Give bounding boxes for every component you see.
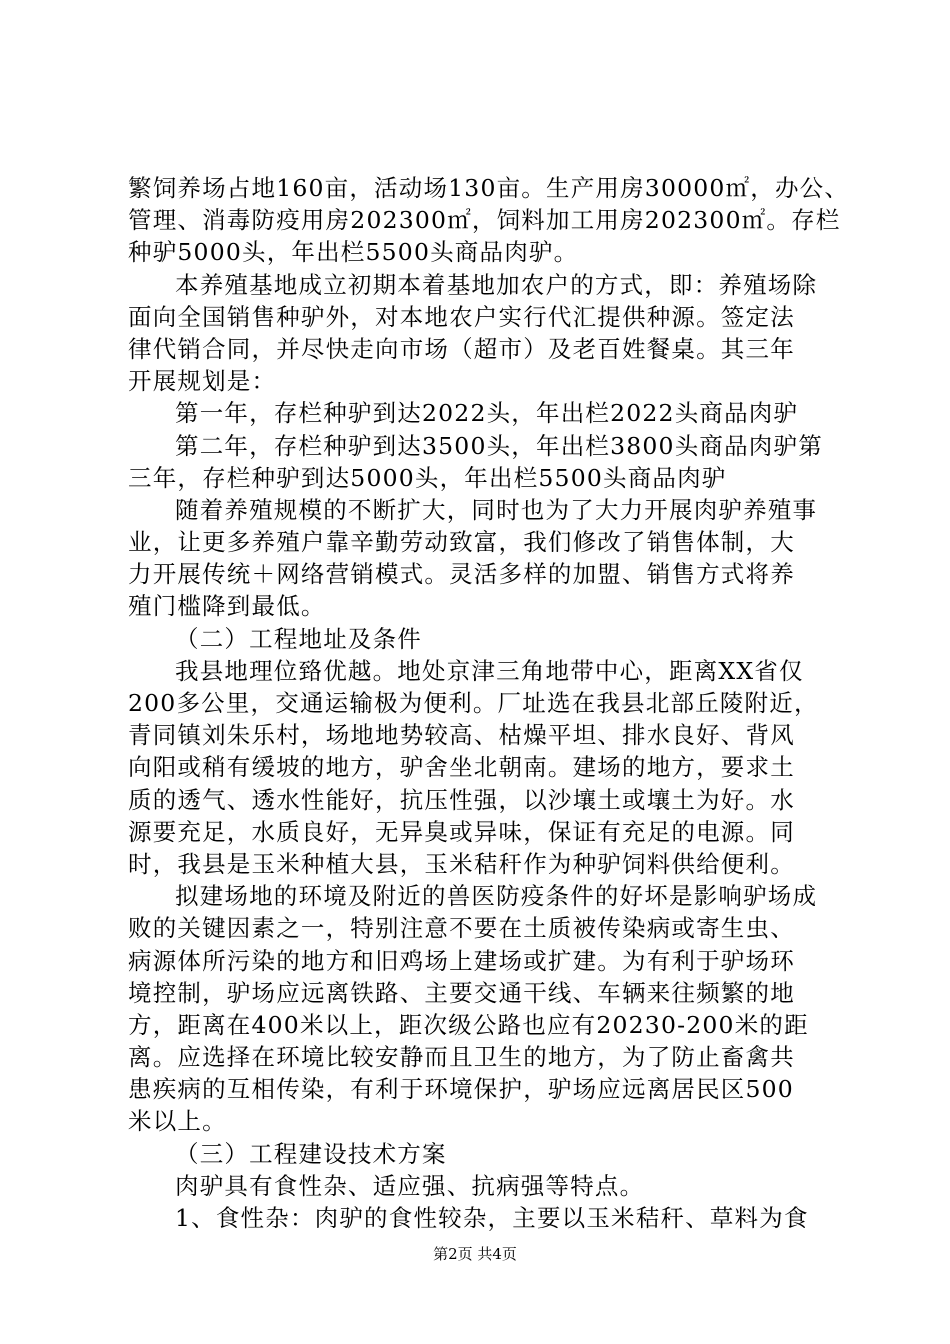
- paragraph-start-line: 我县地理位臵优越。地处京津三角地带中心，距离XX省仅: [175, 656, 804, 685]
- text-line: 离。应选择在环境比较安静而且卫生的地方，为了防止畜禽共: [128, 1043, 795, 1072]
- text-line: 200多公里，交通运输极为便利。厂址选在我县北部丘陵附近，: [128, 689, 819, 717]
- text-line: 种驴5000头，年出栏5500头商品肉驴。: [128, 238, 579, 267]
- plan-year-two-line: 第二年，存栏种驴到达3500头，年出栏3800头商品肉驴第: [175, 431, 823, 460]
- text-line: 开展规划是：: [128, 367, 277, 396]
- plan-year-one-line: 第一年，存栏种驴到达2022头，年出栏2022头商品肉驴: [175, 399, 799, 428]
- list-item-line: 1、食性杂：肉驴的食性较杂，主要以玉米秸秆、草料为食: [175, 1204, 809, 1232]
- text-line: 面向全国销售种驴外，对本地农户实行代汇提供种源。签定法: [128, 302, 795, 331]
- text-line: 管理、消毒防疫用房202300㎡，饲料加工用房202300㎡。存栏: [128, 206, 841, 235]
- text-line: 质的透气、透水性能好，抗压性强，以沙壤土或壤土为好。水: [128, 785, 795, 814]
- section-heading-3: （三）工程建设技术方案: [175, 1139, 447, 1168]
- text-line: 业，让更多养殖户靠辛勤劳动致富，我们修改了销售体制，大: [128, 528, 795, 557]
- text-line: 方，距离在400米以上，距次级公路也应有20230-200米的距: [128, 1010, 809, 1039]
- paragraph-start-line: 拟建场地的环境及附近的兽医防疫条件的好坏是影响驴场成: [175, 882, 818, 911]
- paragraph-start-line: 随着养殖规模的不断扩大，同时也为了大力开展肉驴养殖事: [175, 495, 818, 524]
- text-line: 律代销合同，并尽快走向市场（超市）及老百姓餐桌。其三年: [128, 334, 795, 363]
- text-line: 境控制，驴场应远离铁路、主要交通干线、车辆来往频繁的地: [128, 978, 795, 1007]
- text-line: 青同镇刘朱乐村，场地地势较高、枯燥平坦、排水良好、背风: [128, 721, 795, 750]
- section-heading-2: （二）工程地址及条件: [175, 624, 422, 653]
- page-number-footer: 第2页 共4页: [433, 1245, 517, 1263]
- text-line: 米以上。: [128, 1107, 227, 1136]
- text-line: 败的关键因素之一，特别注意不要在土质被传染病或寄生虫、: [128, 914, 795, 943]
- text-line: 殖门槛降到最低。: [128, 592, 326, 621]
- paragraph-start-line: 肉驴具有食性杂、适应强、抗病强等特点。: [175, 1171, 645, 1200]
- text-line: 三年，存栏种驴到达5000头，年出栏5500头商品肉驴: [128, 463, 727, 492]
- text-line: 病源体所污染的地方和旧鸡场上建场或扩建。为有利于驴场环: [128, 946, 795, 975]
- text-line: 患疾病的互相传染，有利于环境保护，驴场应远离居民区500: [128, 1075, 794, 1104]
- document-body: [128, 172, 850, 1234]
- text-line: 力开展传统＋网络营销模式。灵活多样的加盟、销售方式将养: [128, 560, 795, 589]
- text-line: 源要充足，水质良好，无异臭或异味，保证有充足的电源。同: [128, 817, 795, 846]
- text-line: 繁饲养场占地160亩，活动场130亩。生产用房30000㎡，办公、: [128, 174, 850, 202]
- text-line: 时，我县是玉米种植大县，玉米秸秆作为种驴饲料供给便利。: [128, 849, 795, 878]
- paragraph-start-line: 本养殖基地成立初期本着基地加农户的方式，即：养殖场除: [175, 270, 818, 299]
- text-line: 向阳或稍有缓坡的地方，驴舍坐北朝南。建场的地方，要求土: [128, 753, 795, 782]
